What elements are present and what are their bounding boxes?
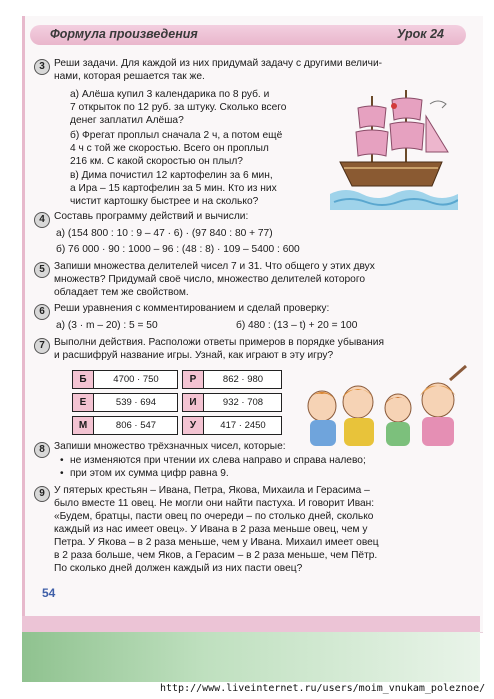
- task-8-badge: 8: [34, 442, 50, 458]
- children-illustration: [300, 362, 470, 446]
- task-6-text: Реши уравнения с комментированием и сделай проверку:: [54, 303, 330, 314]
- cipher-expression: 932 · 708: [222, 397, 264, 408]
- cipher-letter: Р: [183, 371, 204, 388]
- task-9-line-6: в 2 раза больше, чем Яков, а Герасим – в 2 раза меньше, чем Пётр.: [54, 550, 378, 561]
- task-9-line-1: У пятерых крестьян – Ивана, Петра, Якова, Михаила и Герасима –: [54, 485, 370, 496]
- task-3b-line-3: 216 км. С какой скоростью он плыл?: [70, 156, 243, 167]
- cipher-cell: [72, 393, 178, 412]
- page-number: 54: [42, 586, 56, 600]
- task-6a-equation: а) (3 · m – 20) : 5 = 50: [56, 320, 158, 331]
- task-3c-line-1: в) Дима почистил 12 картофелин за 6 мин,: [70, 170, 273, 181]
- task-9-line-7: По сколько дней должен каждый из них пасти овец?: [54, 563, 303, 574]
- task-3b-line-2: 4 ч с той же скоростью. Всего он проплыл: [70, 143, 269, 154]
- task-9-line-5: Петра. У Якова – в 2 раза меньше, чем у Ивана. Михаил имеет овец: [54, 537, 379, 548]
- cipher-letter: М: [73, 417, 94, 434]
- task-3-intro-1: Реши задачи. Для каждой из них придумай задачу с другими величи-: [54, 58, 383, 69]
- cipher-expression: 806 · 547: [115, 420, 157, 431]
- task-7-badge: 7: [34, 338, 50, 354]
- task-5-badge: 5: [34, 262, 50, 278]
- task-9-line-3: «Будем, братцы, пасти овец по очереди – по столько дней, сколько: [54, 511, 374, 522]
- cipher-cell: [182, 416, 282, 435]
- cipher-expression: 417 · 2450: [220, 420, 266, 431]
- task-3-badge: 3: [34, 59, 50, 75]
- cipher-expression: 539 · 694: [115, 397, 157, 408]
- task-8-bullet-1: • не изменяются при чтении их слева направо и справа налево;: [70, 455, 366, 468]
- cipher-cell: [72, 416, 178, 435]
- cipher-expression: 4700 · 750: [113, 374, 159, 385]
- page-header: [30, 25, 466, 45]
- cipher-letter: И: [183, 394, 204, 411]
- task-9-line-2: было вместе 11 овец. Не могли они найти пастуха. И говорит Иван:: [54, 498, 375, 509]
- task-7-line-2: и расшифруй название игры. Узнай, как играют в эту игру?: [54, 350, 334, 361]
- task-3-intro-2: нами, которая решается так же.: [54, 71, 205, 82]
- task-3a-line-3: денег заплатил Алёша?: [70, 115, 184, 126]
- task-6-badge: 6: [34, 304, 50, 320]
- task-7-line-1: Выполни действия. Расположи ответы примеров в порядке убывания: [54, 337, 384, 348]
- task-9-badge: 9: [34, 486, 50, 502]
- task-3b-line-1: б) Фрегат проплыл сначала 2 ч, а потом ещё: [70, 130, 283, 141]
- task-3a-line-2: 7 открыток по 12 руб. за штуку. Сколько всего: [70, 102, 287, 113]
- bottom-pink-strip: [22, 616, 480, 632]
- ship-illustration: [330, 86, 458, 210]
- task-9-line-4: каждый из нас имеет овец». У Ивана в 2 раза меньше овец, чем у: [54, 524, 368, 535]
- bottom-green-strip: [22, 632, 480, 682]
- section-title: Формула произведения: [50, 27, 198, 41]
- task-5-line-1: Запиши множества делителей чисел 7 и 31. Что общего у этих двух: [54, 261, 375, 272]
- task-5-line-3: обладает тем же свойством.: [54, 287, 189, 298]
- footer-url: http://www.liveinternet.ru/users/moim_vnukam_poleznoe/: [160, 683, 486, 694]
- cipher-cell: [182, 393, 282, 412]
- task-5-line-2: множеств? Придумай своё число, множество делителей которого: [54, 274, 366, 285]
- lesson-label: Урок 24: [396, 27, 444, 41]
- task-4-badge: 4: [34, 212, 50, 228]
- task-4-text: Составь программу действий и вычисли:: [54, 211, 249, 222]
- task-3c-line-3: чистит картошку быстрее и на сколько?: [70, 196, 259, 207]
- cipher-letter: Е: [73, 394, 94, 411]
- cipher-letter: Б: [73, 371, 94, 388]
- cipher-cell: [72, 370, 178, 389]
- cipher-letter: У: [183, 417, 204, 434]
- task-3a-line-1: а) Алёша купил 3 календарика по 8 руб. и: [70, 89, 270, 100]
- cipher-expression: 862 · 980: [222, 374, 264, 385]
- task-3c-line-2: а Ира – 15 картофелин за 5 мин. Кто из них: [70, 183, 277, 194]
- task-8-bullet-2: • при этом их сумма цифр равна 9.: [70, 468, 229, 481]
- task-4b-expression: б) 76 000 · 90 : 1000 – 96 : (48 : 8) · 109 – 5400 : 600: [56, 244, 300, 255]
- task-8-text: Запиши множество трёхзначных чисел, которые:: [54, 441, 286, 452]
- task-4a-expression: а) (154 800 : 10 : 9 – 47 · 6) · (97 840 : 80 + 77): [56, 228, 273, 239]
- cipher-cell: [182, 370, 282, 389]
- task-6b-equation: б) 480 : (13 – t) + 20 = 100: [236, 320, 358, 331]
